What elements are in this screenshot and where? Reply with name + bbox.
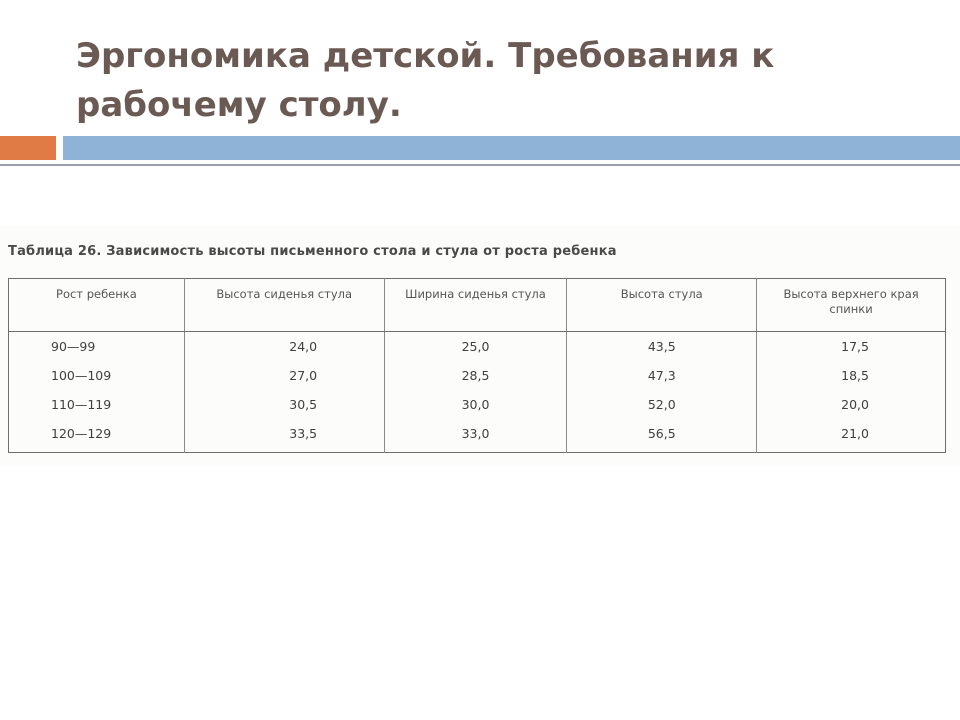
header-child-height: Рост ребенка	[9, 279, 185, 332]
cell-backrest-height: 17,5	[841, 338, 869, 354]
cell-desk-height: 52,0	[567, 390, 757, 419]
table-row	[9, 390, 946, 419]
title-accent-bar-blue	[63, 136, 960, 160]
cell-child-height: 100—109	[9, 361, 185, 390]
cell-seat-height: 24,0	[184, 332, 384, 362]
cell-backrest-height: 20,0	[841, 396, 869, 412]
title-divider-line	[0, 164, 960, 166]
table-header-row	[9, 279, 946, 332]
scanned-table-image	[0, 226, 960, 466]
table-row	[9, 419, 946, 453]
header-seat-height: Высота сиденья стула	[184, 279, 384, 332]
cell-seat-height: 27,0	[184, 361, 384, 390]
cell-desk-height: 43,5	[567, 332, 757, 362]
slide-title: Эргономика детской. Требования к рабочему столу.	[76, 36, 775, 125]
table-row	[9, 332, 946, 362]
desk-chair-height-table	[8, 278, 946, 453]
header-desk-height: Высота стула	[567, 279, 757, 332]
cell-backrest-height: 18,5	[841, 367, 869, 383]
table-row	[9, 361, 946, 390]
cell-seat-width: 30,0	[384, 390, 567, 419]
cell-seat-width: 28,5	[384, 361, 567, 390]
cell-seat-height: 33,5	[184, 419, 384, 453]
cell-seat-height: 30,5	[184, 390, 384, 419]
title-accent-bar-orange	[0, 136, 56, 160]
header-backrest-height: Высота верхнего края спинки	[757, 279, 946, 332]
cell-desk-height: 56,5	[567, 419, 757, 453]
cell-child-height: 90—99	[9, 332, 185, 362]
header-seat-width: Ширина сиденья стула	[384, 279, 567, 332]
cell-child-height: 120—129	[9, 419, 185, 453]
table-caption: Таблица 26. Зависимость высоты письменного стола и стула от роста ребенка	[8, 244, 617, 259]
cell-seat-width: 25,0	[384, 332, 567, 362]
cell-child-height: 110—119	[9, 390, 185, 419]
cell-desk-height: 47,3	[567, 361, 757, 390]
cell-backrest-height: 21,0	[841, 425, 869, 441]
cell-seat-width: 33,0	[384, 419, 567, 453]
